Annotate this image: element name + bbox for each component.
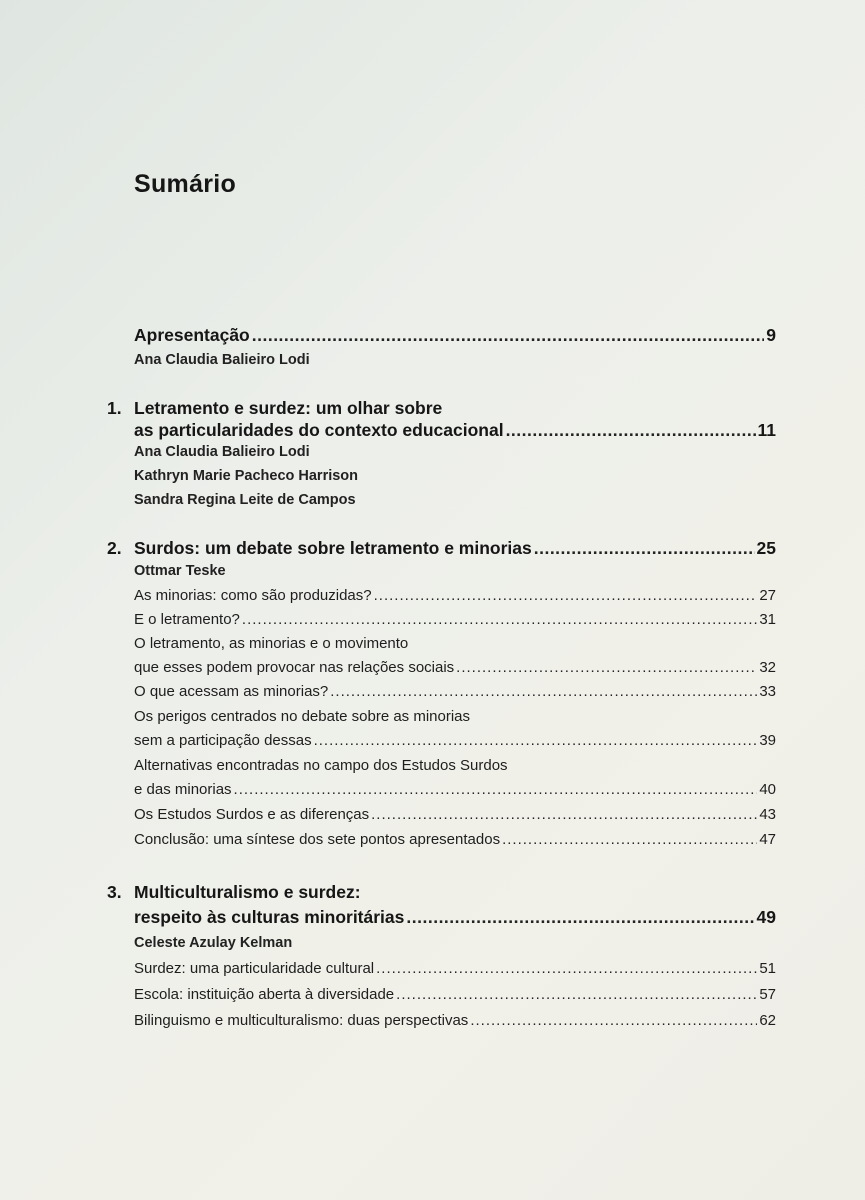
page-number: 43 bbox=[759, 806, 776, 823]
chapter-title-line[interactable]: Multiculturalismo e surdez: bbox=[134, 882, 361, 902]
toc-subentry[interactable] bbox=[134, 683, 776, 700]
toc-subentry[interactable] bbox=[134, 960, 776, 977]
toc-subentry[interactable] bbox=[134, 732, 776, 749]
dot-leader bbox=[330, 683, 757, 700]
dot-leader bbox=[314, 732, 758, 749]
toc-subentry[interactable] bbox=[134, 806, 776, 823]
toc-entry-chapter-3[interactable] bbox=[134, 907, 776, 928]
dot-leader bbox=[502, 831, 757, 848]
page-number: 25 bbox=[756, 538, 776, 558]
page-number: 62 bbox=[759, 1012, 776, 1029]
entry-author: Ana Claudia Balieiro Lodi bbox=[134, 444, 310, 460]
entry-title: Escola: instituição aberta à diversidade bbox=[134, 986, 395, 1003]
page-number: 47 bbox=[759, 831, 776, 848]
page-number: 27 bbox=[759, 587, 776, 604]
entry-title: as particularidades do contexto educacional bbox=[134, 420, 504, 440]
toc-entry-presentation[interactable] bbox=[134, 325, 776, 346]
dot-leader bbox=[376, 960, 757, 977]
entry-author: Ottmar Teske bbox=[134, 563, 226, 579]
entry-author: Sandra Regina Leite de Campos bbox=[134, 492, 356, 508]
subentry-title-line[interactable]: Os perigos centrados no debate sobre as minorias bbox=[134, 708, 471, 725]
toc-subentry[interactable] bbox=[134, 587, 776, 604]
page-title: Sumário bbox=[134, 170, 237, 198]
toc-subentry[interactable] bbox=[134, 659, 776, 676]
toc-entry-chapter-2[interactable] bbox=[134, 538, 776, 559]
page-number: 11 bbox=[757, 420, 776, 440]
dot-leader bbox=[534, 538, 755, 559]
entry-author: Celeste Azulay Kelman bbox=[134, 935, 293, 951]
entry-title: e das minorias bbox=[134, 781, 232, 798]
entry-title: E o letramento? bbox=[134, 611, 240, 628]
toc-subentry[interactable] bbox=[134, 611, 776, 628]
entry-title: O que acessam as minorias? bbox=[134, 683, 329, 700]
entry-title: Os Estudos Surdos e as diferenças bbox=[134, 806, 370, 823]
toc-subentry[interactable] bbox=[134, 781, 776, 798]
entry-title: As minorias: como são produzidas? bbox=[134, 587, 372, 604]
page-number: 57 bbox=[759, 986, 776, 1003]
entry-title: Apresentação bbox=[134, 325, 250, 345]
dot-leader bbox=[234, 781, 758, 798]
subentry-title-line[interactable]: Alternativas encontradas no campo dos Estudos Surdos bbox=[134, 757, 508, 774]
entry-title: que esses podem provocar nas relações sociais bbox=[134, 659, 455, 676]
dot-leader bbox=[456, 659, 757, 676]
chapter-number: 3. bbox=[107, 882, 122, 902]
toc-subentry[interactable] bbox=[134, 1012, 776, 1029]
chapter-number: 1. bbox=[107, 398, 122, 418]
entry-title: Conclusão: uma síntese dos sete pontos apresentados bbox=[134, 831, 501, 848]
entry-title: sem a participação dessas bbox=[134, 732, 312, 749]
dot-leader bbox=[371, 806, 757, 823]
entry-title: Surdez: uma particularidade cultural bbox=[134, 960, 375, 977]
page-number: 39 bbox=[759, 732, 776, 749]
entry-title: Bilinguismo e multiculturalismo: duas perspectivas bbox=[134, 1012, 469, 1029]
entry-author: Ana Claudia Balieiro Lodi bbox=[134, 352, 310, 368]
dot-leader bbox=[374, 587, 758, 604]
dot-leader bbox=[252, 325, 765, 346]
chapter-title-line[interactable]: Letramento e surdez: um olhar sobre bbox=[134, 398, 443, 418]
page-number: 9 bbox=[766, 325, 776, 345]
dot-leader bbox=[242, 611, 757, 628]
toc-entry-chapter-1[interactable] bbox=[134, 420, 776, 441]
page-number: 40 bbox=[759, 781, 776, 798]
chapter-number: 2. bbox=[107, 538, 122, 558]
dot-leader bbox=[506, 420, 756, 441]
entry-title: Surdos: um debate sobre letramento e minorias bbox=[134, 538, 532, 558]
page-number: 32 bbox=[759, 659, 776, 676]
page-number: 49 bbox=[756, 907, 776, 927]
toc-subentry[interactable] bbox=[134, 986, 776, 1003]
entry-title: respeito às culturas minoritárias bbox=[134, 907, 405, 927]
dot-leader bbox=[406, 907, 754, 928]
entry-author: Kathryn Marie Pacheco Harrison bbox=[134, 468, 359, 484]
page-number: 51 bbox=[759, 960, 776, 977]
page-number: 33 bbox=[759, 683, 776, 700]
dot-leader bbox=[470, 1012, 757, 1029]
page-number: 31 bbox=[759, 611, 776, 628]
toc-subentry[interactable] bbox=[134, 831, 776, 848]
subentry-title-line[interactable]: O letramento, as minorias e o movimento bbox=[134, 635, 409, 652]
dot-leader bbox=[396, 986, 757, 1003]
